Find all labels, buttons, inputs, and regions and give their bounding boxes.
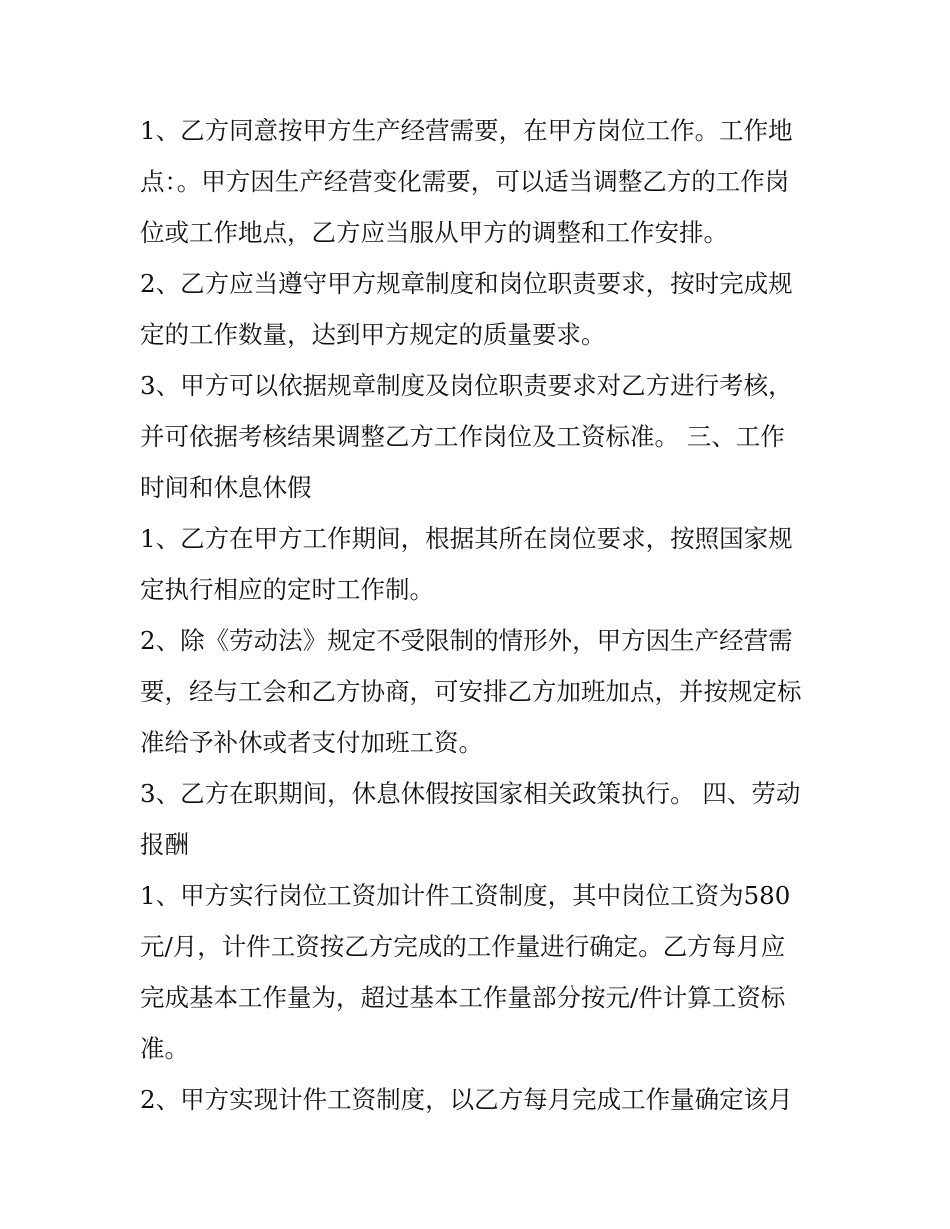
text-line: 准。 <box>140 1034 189 1063</box>
text-line: 3、乙方在职期间，休息休假按国家相关政策执行。 四、劳动 <box>140 779 801 808</box>
text-line: 2、除《劳动法》规定不受限制的情形外，甲方因生产经营需 <box>140 626 793 655</box>
text-line: 完成基本工作量为，超过基本工作量部分按元/件计算工资标 <box>140 983 786 1012</box>
text-line: 2、甲方实现计件工资制度，以乙方每月完成工作量确定该月 <box>140 1085 793 1114</box>
text-line: 3、甲方可以依据规章制度及岗位职责要求对乙方进行考核， <box>140 371 793 400</box>
text-line: 报酬 <box>140 830 189 859</box>
text-line: 定的工作数量，达到甲方规定的质量要求。 <box>140 320 606 349</box>
text-line: 定执行相应的定时工作制。 <box>140 575 434 604</box>
text-line: 点：。甲方因生产经营变化需要，可以适当调整乙方的工作岗 <box>140 167 790 196</box>
text-line: 1、乙方同意按甲方生产经营需要，在甲方岗位工作。工作地 <box>140 116 793 145</box>
text-line: 1、乙方在甲方工作期间，根据其所在岗位要求，按照国家规 <box>140 524 793 553</box>
text-line: 时间和休息休假 <box>140 473 312 502</box>
text-line: 并可依据考核结果调整乙方工作岗位及工资标准。 三、工作 <box>140 422 785 451</box>
text-line: 元/月，计件工资按乙方完成的工作量进行确定。乙方每月应 <box>140 932 786 961</box>
text-line: 准给予补休或者支付加班工资。 <box>140 728 483 757</box>
text-line: 位或工作地点，乙方应当服从甲方的调整和工作安排。 <box>140 218 728 247</box>
document-body <box>140 105 820 1125</box>
text-line: 1、甲方实行岗位工资加计件工资制度，其中岗位工资为580 <box>140 881 791 910</box>
text-line: 要，经与工会和乙方协商，可安排乙方加班加点，并按规定标 <box>140 677 802 706</box>
text-line: 2、乙方应当遵守甲方规章制度和岗位职责要求，按时完成规 <box>140 269 793 298</box>
